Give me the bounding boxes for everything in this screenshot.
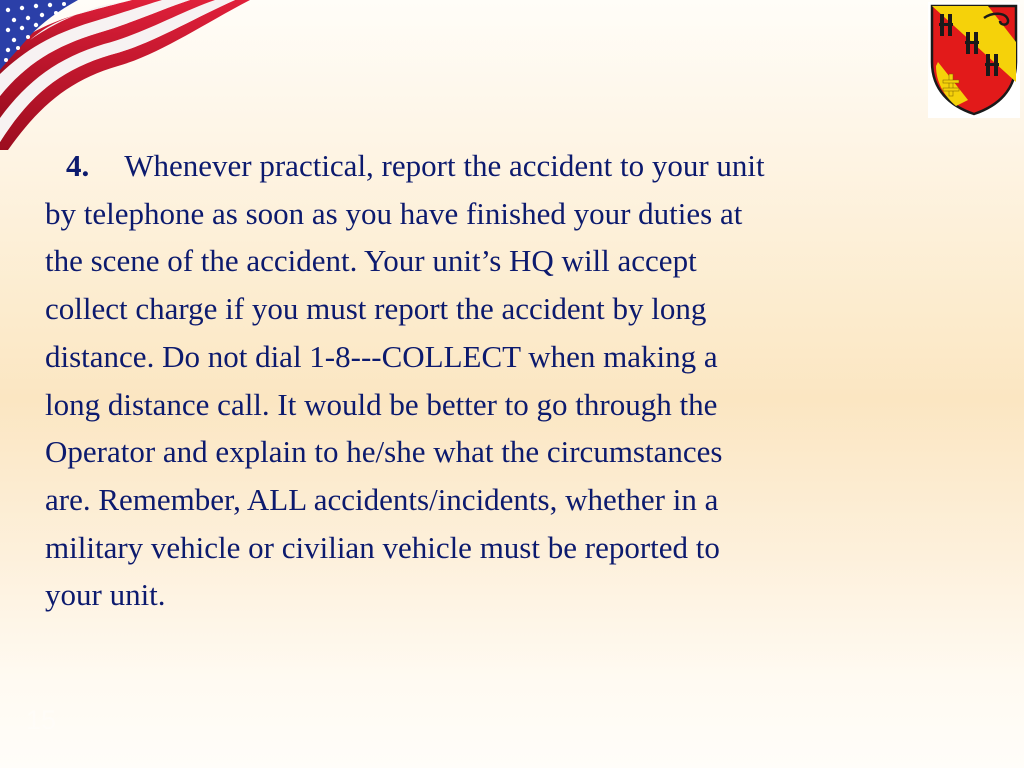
- unit-crest-icon: [928, 2, 1020, 118]
- text-line: are. Remember, ALL accidents/incidents, whether in a: [45, 481, 719, 517]
- text-line: distance. Do not dial 1-8---COLLECT when making a: [45, 338, 718, 374]
- text-line: by telephone as soon as you have finished your duties at: [45, 195, 743, 231]
- text-line: your unit.: [45, 577, 166, 613]
- slide-number: 15: [26, 705, 57, 735]
- text-line: collect charge if you must report the accident by long: [45, 291, 707, 327]
- line-text: Whenever practical, report the accident to your unit: [124, 148, 765, 183]
- text-line: the scene of the accident. Your unit’s HQ will accept: [45, 243, 697, 279]
- paragraph-number: 4.: [66, 148, 90, 183]
- text-line: Operator and explain to he/she what the circumstances: [45, 434, 723, 470]
- us-flag-icon: [0, 0, 250, 150]
- text-line: [45, 142, 975, 190]
- text-line: military vehicle or civilian vehicle must be reported to: [45, 529, 720, 565]
- text-line: long distance call. It would be better to go through the: [45, 386, 718, 422]
- body-paragraph: [45, 142, 975, 619]
